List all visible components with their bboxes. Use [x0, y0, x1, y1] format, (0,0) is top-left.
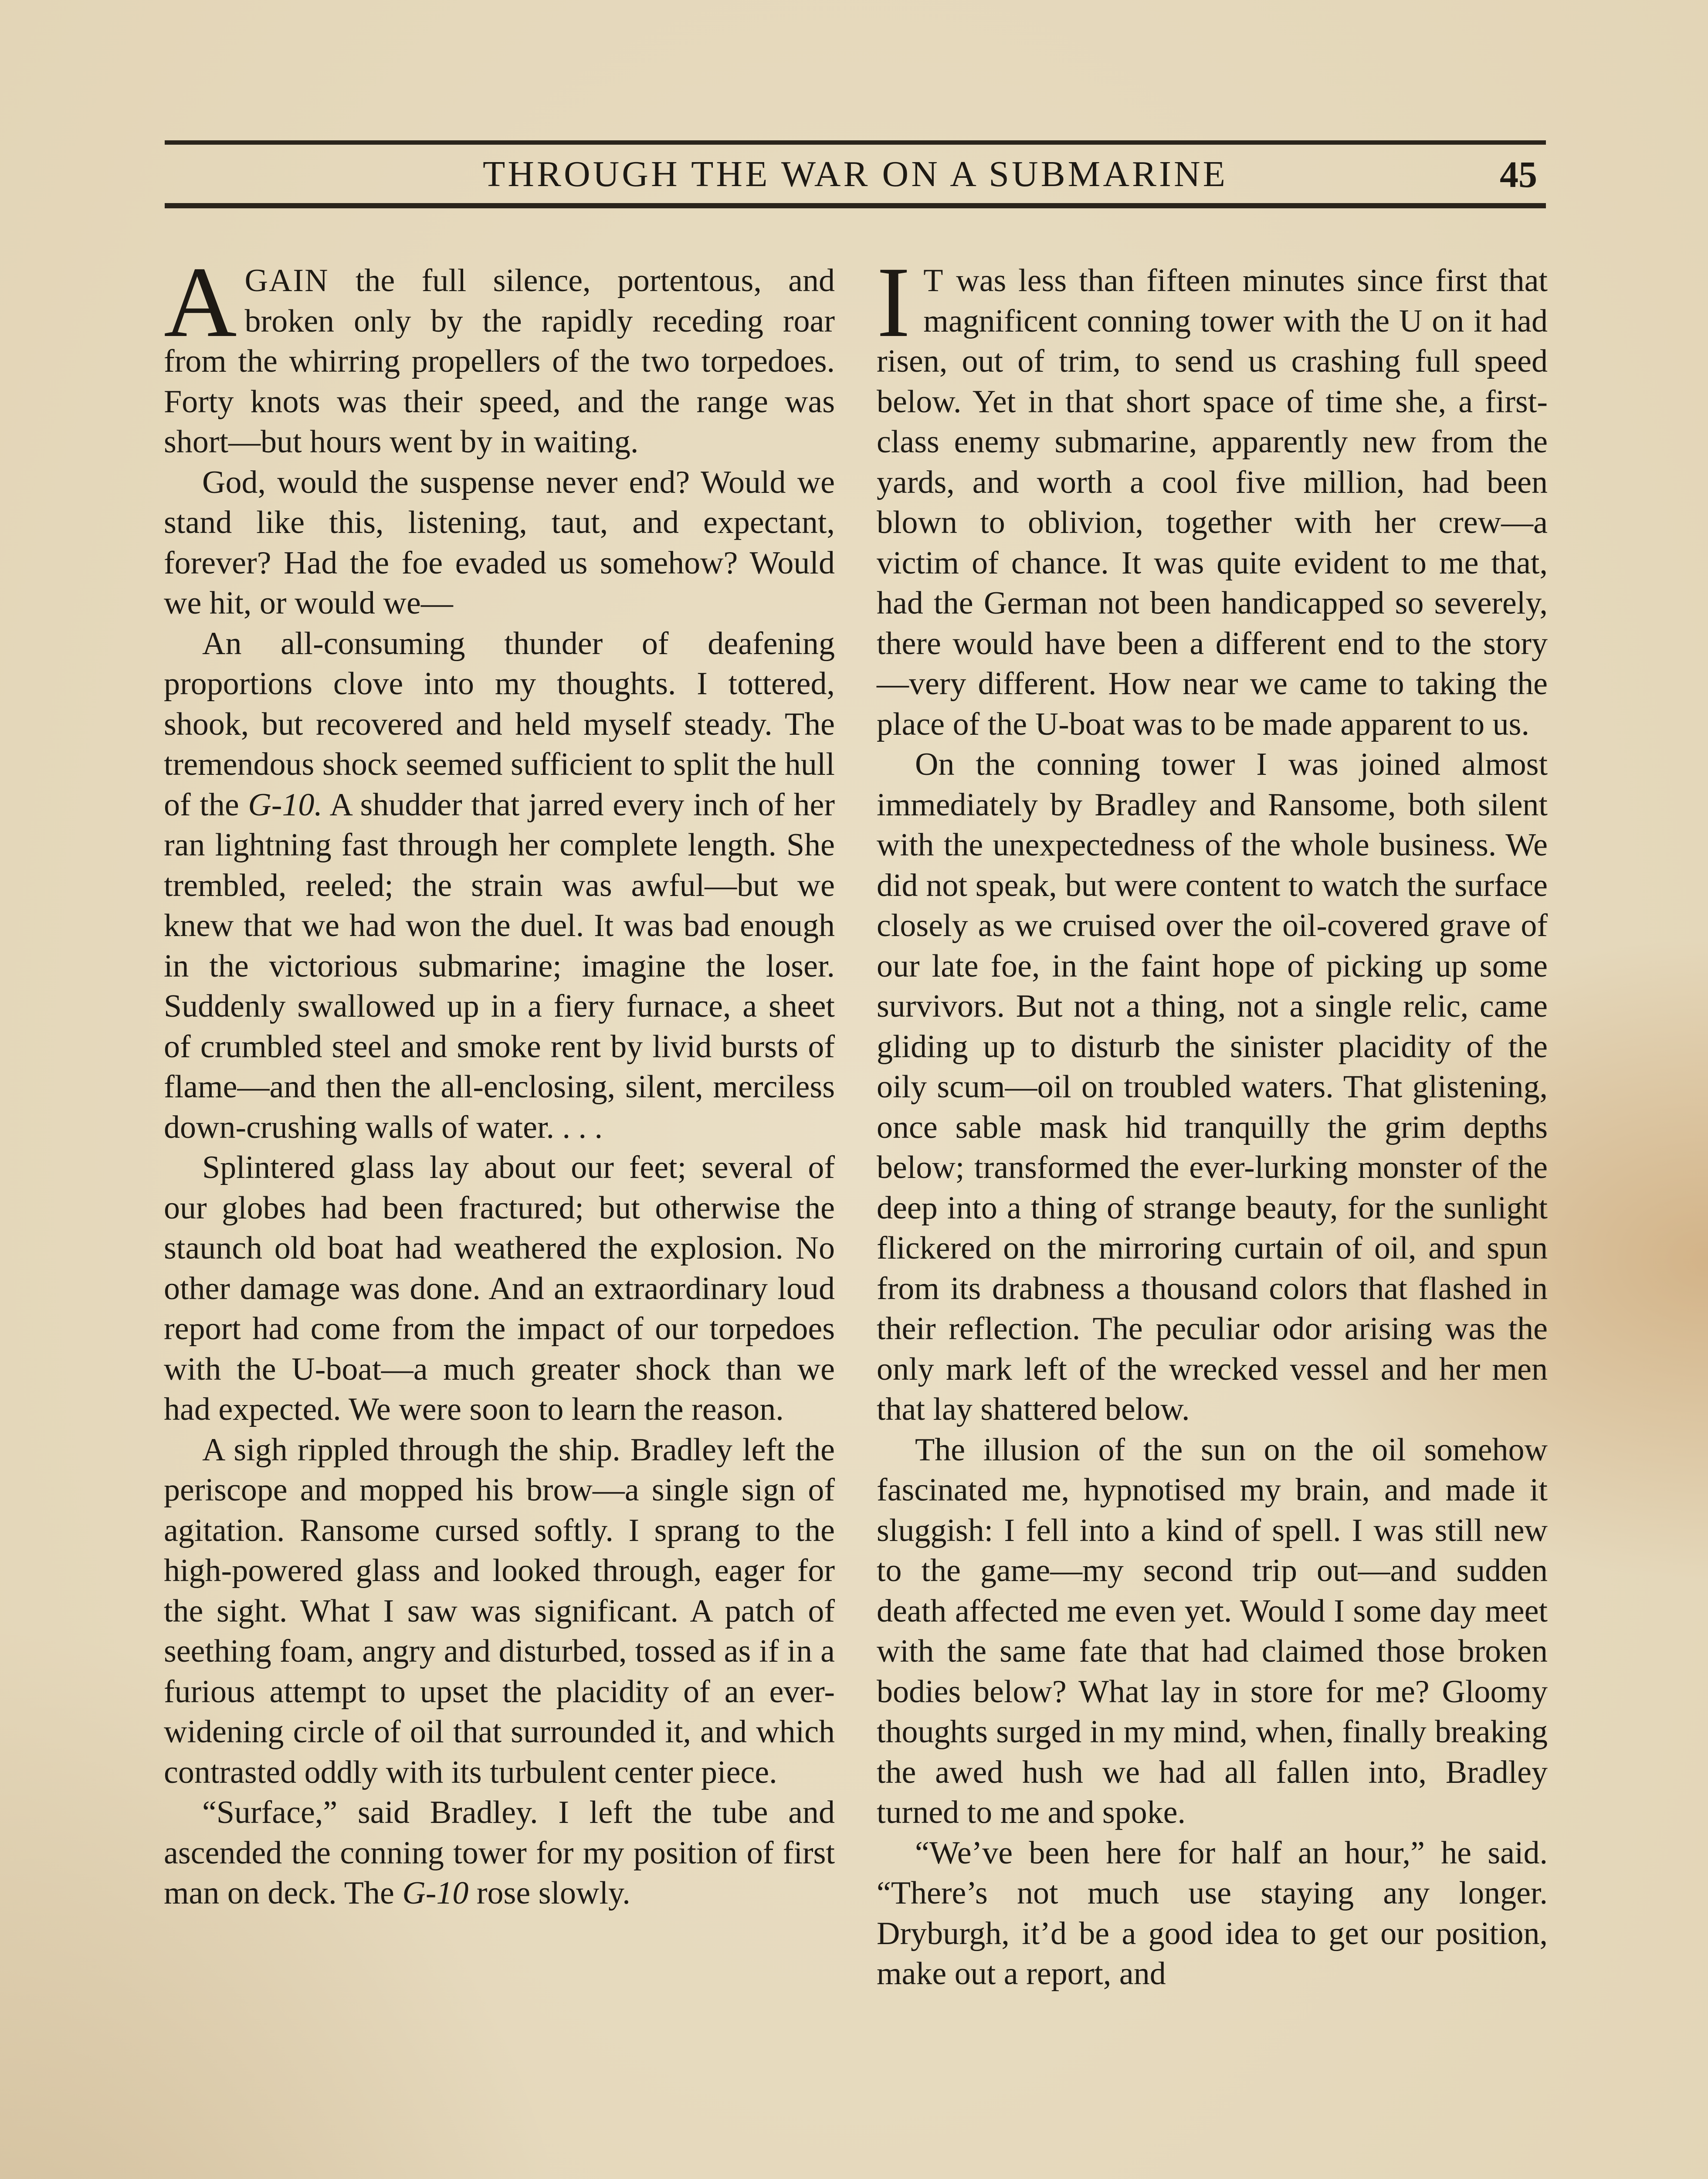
paragraph-text: was less than fifteen minutes since first that magnificent conning tower with the U on it had risen, out of trim, to send us crashing full speed below. Yet in that short space of time she, a first-class enemy submarine, apparently new from the yards, and worth a cool five million, had been blown to oblivion, together with her crew—a victim of chance. It was quite evident to me that, had the German not been handicapped so severely, there would have been a different end to the story—very different. How near we came to taking the place of the U-boat was to be made apparent to us.: [877, 263, 1548, 742]
opening-smallcaps: T: [923, 263, 944, 299]
paragraph-text: “Surface,” said Bradley. I left the tube and ascended the conning tower for my position of first man on deck. The: [164, 1795, 835, 1911]
paragraph: Splintered glass lay about our feet; several of our globes had been fractured; but otherwise the staunch old boat had weathered the explosion. No other damage was done. And an extraordinary loud report had come from the impact of our torpedoes with the U-boat—a much greater shock than we had expected. We were soon to learn the reason.: [164, 1150, 835, 1427]
drop-cap: A: [164, 246, 237, 358]
paragraph: “We’ve been here for half an hour,” he said. “There’s not much use staying any longer. Dryburgh, it’d be a good idea to get our position, make out a report, and: [877, 1835, 1548, 1992]
header-rule-bottom: [165, 203, 1546, 208]
header-rule-top: [165, 140, 1546, 145]
opening-smallcaps: GAIN: [244, 263, 329, 299]
vessel-name: G-10.: [248, 787, 322, 823]
left-column: [164, 246, 835, 1914]
paragraph: The illusion of the sun on the oil somehow fascinated me, hypnotised my brain, and made it sluggish: I fell into a kind of spell. I was still new to the game—my second trip out—and sudden death affected me even yet. Would I some day meet with the same fate that had claimed those broken bodies below? What lay in store for me? Gloomy thoughts surged in my mind, when, finally breaking the awed hush we had all fallen into, Bradley turned to me and spoke.: [877, 1432, 1548, 1830]
page-number: 45: [1500, 153, 1537, 195]
paragraph: On the conning tower I was joined almost immediately by Bradley and Ransome, both silent with the unexpectedness of the whole business. We did not speak, but were content to watch the surface closely as we cruised over the oil-covered grave of our late foe, in the faint hope of picking up some survivors. But not a thing, not a single relic, came gliding up to disturb the sinister placidity of the oily scum—oil on troubled waters. That glistening, once sable mask hid tranquilly the grim depths below; transformed the ever-lurking monster of the deep into a thing of strange beauty, for the sunlight flickered on the mirroring curtain of oil, and spun from its drabness a thousand colors that flashed in their reflection. The peculiar odor arising was the only mark left of the wrecked vessel and her men that lay shattered below.: [877, 747, 1548, 1427]
paragraph-text: An all-consuming thunder of deafening proportions clove into my thoughts. I tottered, shook, but recovered and held myself steady. The tremendous shock seemed sufficient to split the hull of the: [164, 625, 835, 823]
paragraph-text: the full silence, portentous, and broken only by the rapidly receding roar from the whirring propellers of the two torpedoes. Forty knots was their speed, and the range was short—but hours went by in waiting.: [164, 263, 835, 460]
running-title: THROUGH THE WAR ON A SUBMARINE: [482, 154, 1228, 194]
running-header: [165, 147, 1546, 200]
paragraph: [164, 1792, 835, 1914]
paragraph-text: A shudder that jarred every inch of her ran lightning fast through her complete length. She trembled, reeled; the strain was awful—but we knew that we had won the duel. It was bad enough in the victorious submarine; imagine the loser. Suddenly swallowed up in a fiery furnace, a sheet of crumbled steel and smoke rent by livid bursts of flame—and then the all-enclosing, silent, merciless down-crushing walls of water. . . .: [164, 787, 835, 1145]
paragraph: God, would the suspense never end? Would we stand like this, listening, taut, and expectant, forever? Had the foe evaded us somehow? Would we hit, or would we—: [164, 464, 835, 621]
paragraph: A sigh rippled through the ship. Bradley left the periscope and mopped his brow—a single sign of agitation. Ransome cursed softly. I sprang to the high-powered glass and looked through, eager for the sight. What I saw was significant. A patch of seething foam, angry and disturbed, tossed as if in a furious attempt to upset the placidity of an ever-widening circle of oil that surrounded it, and which contrasted oddly with its turbulent center piece.: [164, 1432, 835, 1790]
paragraph: [164, 624, 835, 1148]
drop-cap: I: [877, 246, 911, 358]
right-column: [877, 246, 1548, 1994]
paragraph-text: rose slowly.: [468, 1875, 630, 1911]
paragraph: [164, 246, 835, 462]
vessel-name: G-10: [402, 1875, 469, 1911]
paragraph: [877, 246, 1548, 744]
